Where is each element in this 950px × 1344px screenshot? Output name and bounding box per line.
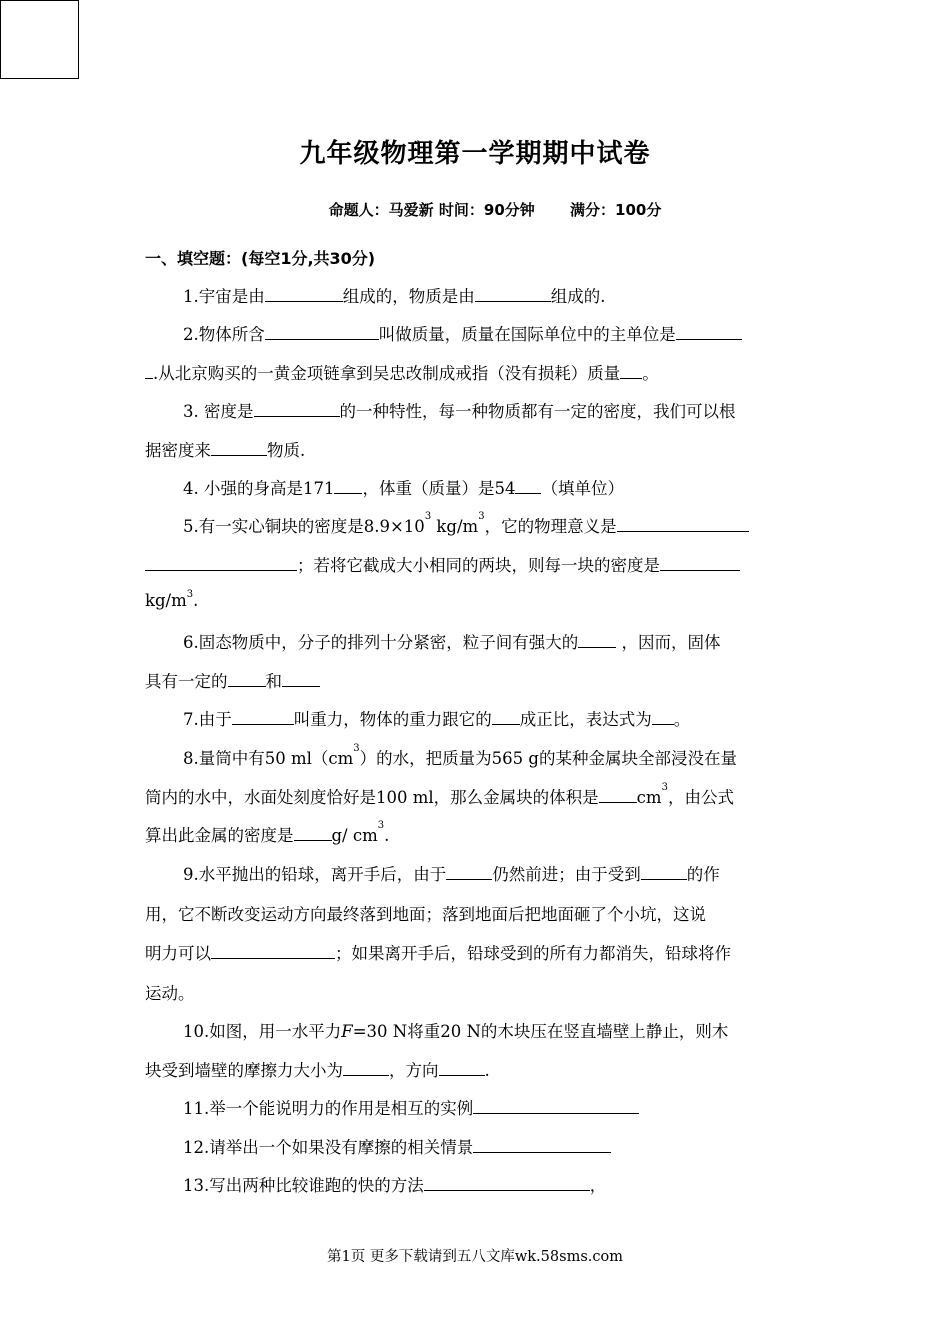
blank[interactable] bbox=[228, 669, 266, 687]
question-9-cont3: 运动。 bbox=[145, 984, 195, 1003]
question-3: 3. 密度是 的一种特性，每一种物质都有一定的密度，我们可以根 bbox=[183, 398, 736, 422]
section-heading: 一、填空题：(每空1分,共30分) bbox=[145, 249, 376, 268]
full-score: 满分：100分 bbox=[570, 201, 662, 219]
blank[interactable] bbox=[492, 707, 520, 725]
blank[interactable] bbox=[617, 514, 749, 532]
blank[interactable] bbox=[211, 438, 267, 456]
question-10-cont: 块受到墙壁的摩擦力大小为 ，方向 . bbox=[145, 1057, 490, 1081]
question-9-cont: 用，它不断改变运动方向最终落到地面；落到地面后把地面砸了个小坑，这说 bbox=[145, 905, 706, 924]
blank[interactable] bbox=[652, 707, 674, 725]
question-6-cont: 具有一定的 和 bbox=[145, 668, 320, 692]
question-6: 6.固态物质中，分子的排列十分紧密，粒子间有强大的 ，因而，固体 bbox=[183, 629, 721, 653]
blank[interactable] bbox=[515, 476, 541, 494]
blank[interactable] bbox=[620, 361, 642, 379]
blank[interactable] bbox=[424, 1173, 590, 1191]
question-9: 9.水平抛出的铅球，离开手后，由于 仍然前进；由于受到 的作 bbox=[183, 861, 720, 885]
blank[interactable] bbox=[475, 284, 551, 302]
blank[interactable] bbox=[473, 1135, 611, 1153]
blank[interactable] bbox=[578, 630, 616, 648]
blank[interactable] bbox=[641, 862, 687, 880]
time: 时间：90分钟 bbox=[438, 201, 535, 219]
question-1: 1.宇宙是由 组成的，物质是由 组成的. bbox=[183, 283, 606, 307]
question-8: 8.量筒中有50 $ml(cm^3)$的水，把质量为565 g的某种金属块全部浸没在量 bbox=[183, 743, 737, 768]
blank[interactable] bbox=[343, 1058, 389, 1076]
question-5: 5.有一实心铜块的密度是$8.9\times 10^3$ $kg/m^3$，它的物理意义是 bbox=[183, 513, 749, 537]
page-footer: 第1页 更多下载请到五八文库wk.58sms.com bbox=[327, 1249, 623, 1265]
question-8-cont: 筒内的水中，水面处刻度恰好是100 ml，那么金属块的体积是 $cm^3$，由公式 bbox=[145, 782, 734, 807]
blank[interactable] bbox=[334, 476, 362, 494]
question-3-cont: 据密度来 物质. bbox=[145, 437, 305, 461]
blank[interactable] bbox=[211, 941, 335, 959]
blank[interactable] bbox=[473, 1096, 639, 1114]
blank[interactable] bbox=[676, 322, 742, 340]
question-10: 10.如图，用一水平力F=30 N将重20 N的木块压在竖直墙壁上静止，则木 bbox=[183, 1022, 729, 1041]
question-9-cont2: 明力可以 ；如果离开手后，铅球受到的所有力都消失，铅球将作 bbox=[145, 940, 731, 964]
blank[interactable] bbox=[660, 553, 740, 571]
blank[interactable] bbox=[599, 785, 637, 803]
question-4: 4. 小强的身高是171 ，体重（质量）是54 （填单位） bbox=[183, 475, 624, 499]
question-5-cont: ；若将它截成大小相同的两块，则每一块的密度是 bbox=[145, 552, 740, 576]
page-title: 九年级物理第一学期期中试卷 bbox=[299, 139, 651, 169]
blank[interactable] bbox=[254, 399, 340, 417]
author: 命题人：马爱新 bbox=[328, 201, 434, 219]
blank[interactable] bbox=[265, 284, 343, 302]
question-8-cont2: 算出此金属的密度是 g/ $cm^3$. bbox=[145, 820, 390, 845]
question-13: 13.写出两种比较谁跑的快的方法 ， bbox=[183, 1172, 606, 1196]
blank[interactable] bbox=[145, 553, 297, 571]
question-7: 7.由于 叫重力，物体的重力跟它的 成正比，表达式为 。 bbox=[183, 706, 690, 730]
blank[interactable] bbox=[265, 322, 379, 340]
blank[interactable] bbox=[439, 1058, 485, 1076]
corner-box bbox=[0, 0, 79, 79]
question-2-cont: .从北京购买的一黄金项链拿到吴忠改制成戒指（没有损耗）质量 。 bbox=[145, 360, 659, 384]
question-2: 2.物体所含 叫做质量，质量在国际单位中的主单位是 bbox=[183, 321, 742, 345]
blank[interactable] bbox=[446, 862, 492, 880]
question-5-unit: $kg/m^3$. bbox=[145, 589, 199, 610]
blank[interactable] bbox=[145, 361, 153, 379]
question-12: 12.请举出一个如果没有摩擦的相关情景 bbox=[183, 1134, 611, 1158]
blank[interactable] bbox=[282, 669, 320, 687]
blank[interactable] bbox=[294, 823, 332, 841]
exam-meta bbox=[0, 199, 950, 220]
question-11: 11.举一个能说明力的作用是相互的实例 bbox=[183, 1095, 639, 1119]
blank[interactable] bbox=[232, 707, 294, 725]
